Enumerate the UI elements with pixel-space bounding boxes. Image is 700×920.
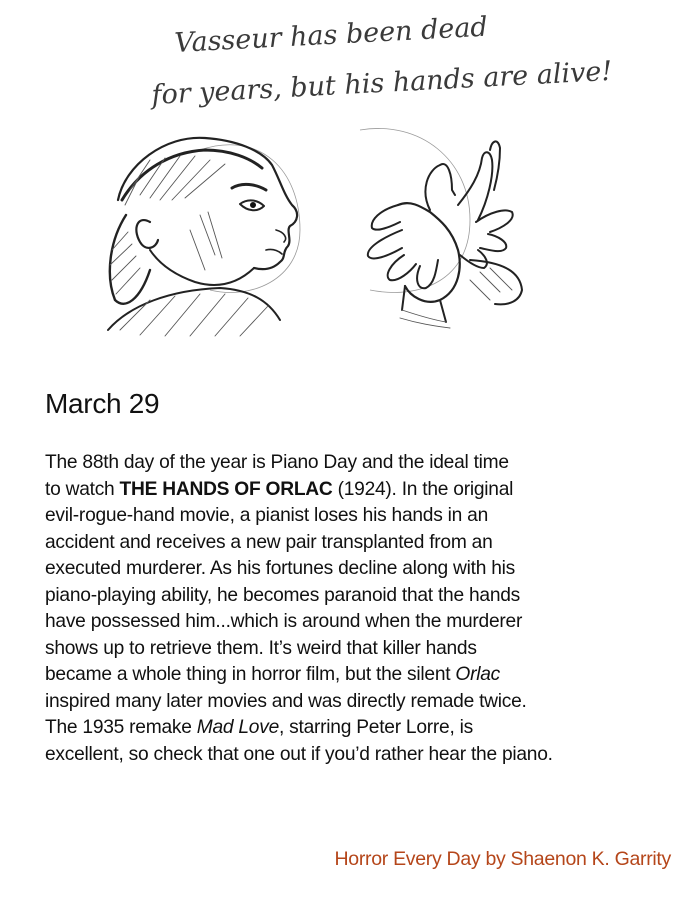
body-text: , starring Peter Lorre, is: [279, 717, 473, 738]
italic-film-title: Orlac: [455, 664, 501, 685]
body-line: [45, 450, 685, 477]
body-text: excellent, so check that one out if you’d rather hear the piano.: [45, 743, 553, 765]
man-head-drawing: [108, 138, 300, 336]
body-text: have possessed him...which is around when the murderer: [45, 611, 523, 632]
body-line: [45, 477, 685, 504]
body-line: [45, 503, 685, 530]
series-credit: Horror Every Day by Shaenon K. Garrity: [334, 848, 671, 870]
body-line: [45, 609, 685, 636]
body-text: became a whole thing in horror film, but the silent: [45, 664, 456, 685]
body-line: [45, 662, 685, 689]
body-line: [45, 530, 685, 557]
article-body: [45, 450, 685, 768]
body-text: evil-rogue-hand movie, a pianist loses his hands in an: [45, 505, 488, 526]
body-text: (1924). In the original: [332, 478, 514, 500]
body-line: [45, 636, 685, 663]
body-text: The 88th day of the year is Piano Day and the ideal time: [45, 452, 509, 473]
body-text: to watch: [45, 478, 120, 500]
body-line: [45, 689, 685, 716]
body-text: executed murderer. As his fortunes decline along with his: [45, 558, 515, 579]
body-text: accident and receives a new pair transplanted from an: [45, 531, 493, 553]
body-line: [45, 583, 685, 610]
body-line: [45, 556, 685, 583]
body-text: shows up to retrieve them. It’s weird that killer hands: [45, 637, 477, 659]
italic-film-title: Mad Love: [196, 717, 279, 738]
date-heading: March 29: [45, 388, 160, 419]
body-text: The 1935 remake: [45, 717, 197, 738]
caption-line-2: for years, but his hands are alive!: [150, 55, 613, 111]
body-text: inspired many later movies and was directly remade twice.: [45, 690, 527, 712]
severed-hands-drawing: [360, 128, 522, 328]
body-line: [45, 715, 685, 742]
illustration-hands-of-orlac: [0, 0, 700, 370]
film-title: THE HANDS OF ORLAC: [119, 478, 333, 500]
body-text: piano-playing ability, he becomes paranoid that the hands: [45, 584, 521, 606]
body-line: [45, 742, 685, 769]
caption-line-1: Vasseur has been dead: [173, 11, 489, 59]
